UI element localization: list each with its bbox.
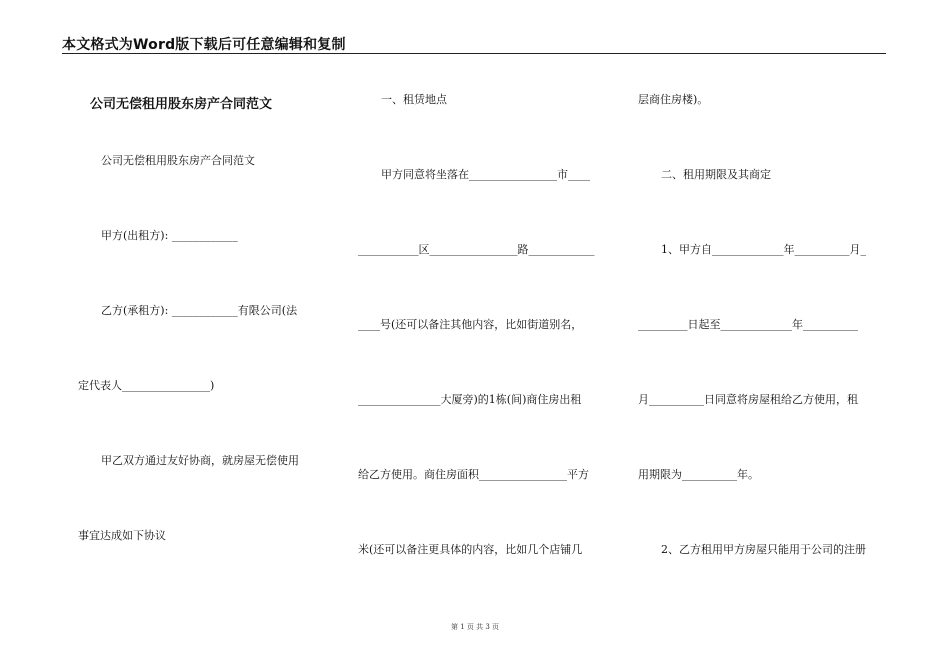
col3-line-2: 二、租用期限及其商定 bbox=[661, 168, 771, 181]
document-title: 公司无偿租用股东房产合同范文 bbox=[90, 97, 273, 112]
col1-line-2: 甲方(出租方): ____________ bbox=[101, 229, 238, 242]
col1-line-6: 事宜达成如下协议 bbox=[78, 529, 166, 542]
col2-line-3: ___________区________________路____________ bbox=[358, 243, 595, 256]
col3-line-6: 用期限为__________年。 bbox=[638, 468, 759, 481]
col2-line-6: 给乙方使用。商住房面积________________平方 bbox=[358, 468, 589, 481]
col3-line-5: 月__________日同意将房屋租给乙方使用，租 bbox=[638, 393, 858, 406]
page-header: 本文格式为Word版下载后可任意编辑和复制 bbox=[62, 37, 346, 53]
col2-line-7: 米(还可以备注更具体的内容，比如几个店铺几 bbox=[358, 543, 583, 556]
col1-line-4: 定代表人________________) bbox=[78, 379, 215, 392]
col2-line-4: ____号(还可以备注其他内容，比如街道别名， bbox=[358, 318, 583, 331]
col1-line-3: 乙方(承租方): ____________有限公司(法 bbox=[101, 304, 298, 317]
col1-line-1: 公司无偿租用股东房产合同范文 bbox=[101, 154, 255, 167]
col2-line-2: 甲方同意将坐落在________________市____ bbox=[381, 168, 590, 181]
col2-line-5: _______________大厦旁)的1栋(间)商住房出租 bbox=[358, 393, 582, 406]
col2-line-1: 一、租赁地点 bbox=[381, 93, 447, 106]
col3-line-1: 层商住房楼)。 bbox=[638, 93, 709, 106]
col1-line-5: 甲乙双方通过友好协商，就房屋无偿使用 bbox=[101, 454, 299, 467]
col3-line-7: 2、乙方租用甲方房屋只能用于公司的注册 bbox=[661, 543, 866, 556]
col3-line-3: 1、甲方自_____________年__________月_ bbox=[661, 243, 866, 256]
page-footer: 第 1 页 共 3 页 bbox=[450, 623, 500, 631]
col3-line-4: _________日起至_____________年__________ bbox=[638, 318, 858, 331]
header-rule bbox=[62, 53, 886, 54]
